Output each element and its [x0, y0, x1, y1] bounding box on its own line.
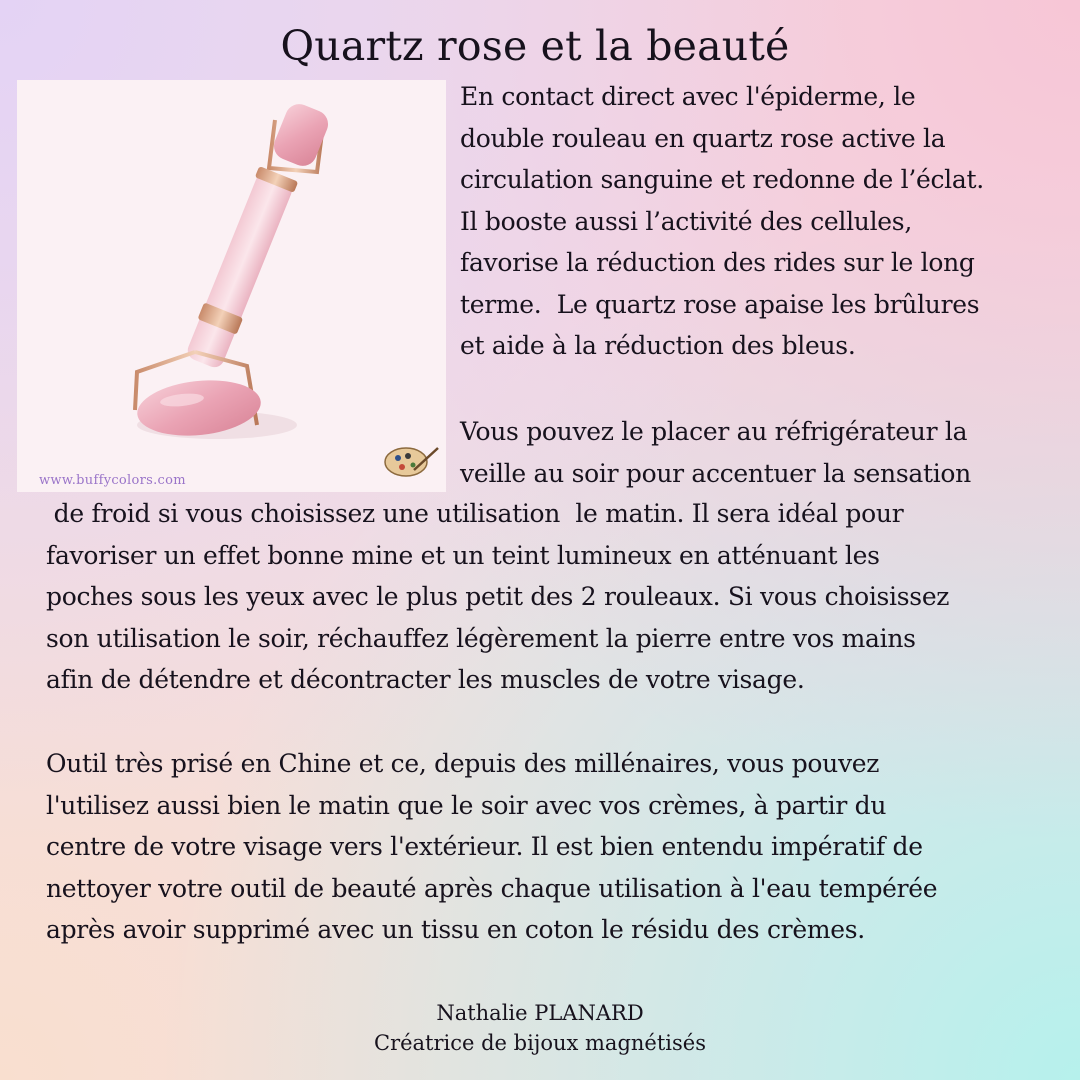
image-watermark: www.buffycolors.com	[39, 473, 186, 488]
text-line: Il booste aussi l’activité des cellules,	[460, 206, 912, 236]
paragraph-refrigerator-start	[460, 411, 971, 494]
paragraph-intro	[460, 76, 984, 367]
text-line: poches sous les yeux avec le plus petit des 2 rouleaux. Si vous choisissez	[46, 582, 950, 611]
page-title: Quartz rose et la beauté	[280, 22, 790, 70]
text-line: favorise la réduction des rides sur le long	[460, 248, 975, 277]
text-line: favoriser un effet bonne mine et un teint lumineux en atténuant les	[46, 540, 880, 570]
palette-icon	[380, 440, 440, 480]
text-line: En contact direct avec l'épiderme, le	[460, 82, 916, 111]
text-line: circulation sanguine et redonne de l’éclat.	[460, 165, 984, 194]
text-line: centre de votre visage vers l'extérieur. Il est bien entendu impératif de	[46, 832, 923, 861]
author-role: Créatrice de bijoux magnétisés	[374, 1031, 706, 1055]
text-line: double rouleau en quartz rose active la	[460, 123, 946, 153]
text-line: et aide à la réduction des bleus.	[460, 331, 856, 360]
text-line: l'utilisez aussi bien le matin que le soir avec vos crèmes, à partir du	[46, 790, 887, 820]
text-line: son utilisation le soir, réchauffez légèrement la pierre entre vos mains	[46, 623, 916, 653]
text-line: veille au soir pour accentuer la sensation	[460, 458, 971, 488]
text-line: Vous pouvez le placer au réfrigérateur la	[460, 417, 968, 446]
paragraph-usage	[46, 743, 937, 951]
text-line: nettoyer votre outil de beauté après chaque utilisation à l'eau tempérée	[46, 873, 938, 903]
text-line: après avoir supprimé avec un tissu en coton le résidu des crèmes.	[46, 915, 865, 944]
text-line: Outil très prisé en Chine et ce, depuis des millénaires, vous pouvez	[46, 749, 880, 778]
author-signature	[0, 998, 1080, 1058]
rose-quartz-roller-photo	[17, 80, 446, 492]
text-line: afin de détendre et décontracter les muscles de votre visage.	[46, 665, 805, 694]
paragraph-refrigerator	[46, 493, 949, 701]
text-line: de froid si vous choisissez une utilisation le matin. Il sera idéal pour	[46, 499, 904, 528]
face-roller-illustration	[17, 80, 446, 492]
text-line: terme. Le quartz rose apaise les brûlures	[460, 289, 980, 319]
author-name: Nathalie PLANARD	[436, 1001, 644, 1025]
